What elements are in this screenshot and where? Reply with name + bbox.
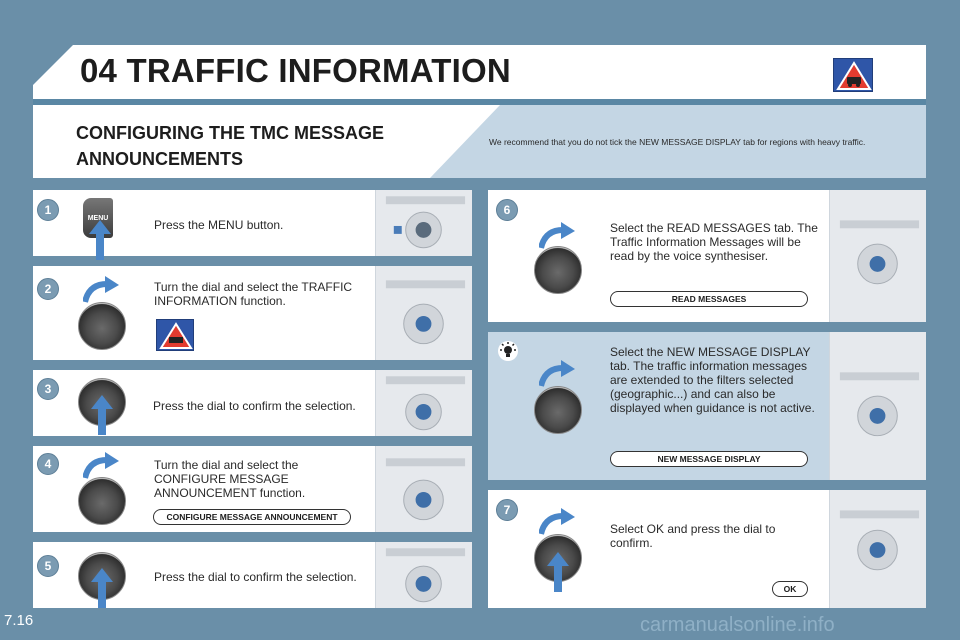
arrow-up-icon [91, 568, 113, 608]
step-1-text: Press the MENU button. [154, 218, 284, 232]
rotate-arrow-icon [83, 276, 119, 304]
control-panel-illustration [375, 266, 472, 360]
step-6-text: Select the READ MESSAGES tab. The Traffic Information Messages will be read by the voice synthesiser. [610, 221, 818, 263]
tip-lightbulb-icon [497, 340, 519, 362]
rotate-arrow-icon [539, 508, 575, 536]
arrow-up-icon [91, 395, 113, 435]
rotate-arrow-icon [83, 452, 119, 480]
option-read-messages: READ MESSAGES [610, 291, 808, 307]
page-number: 7.16 [4, 612, 34, 629]
arrow-up-icon [89, 220, 111, 260]
traffic-info-icon [156, 319, 194, 351]
section-title: CONFIGURING THE TMC MESSAGE ANNOUNCEMENTS [76, 123, 385, 169]
step-4-text: Turn the dial and select the CONFIGURE MESSAGE ANNOUNCEMENT function. [154, 458, 306, 500]
step-number: 1 [37, 199, 59, 221]
step-3-text: Press the dial to confirm the selection. [153, 399, 356, 413]
control-panel-illustration [375, 542, 472, 608]
control-panel-illustration [375, 190, 472, 256]
menu-button: MENU [83, 198, 113, 238]
control-panel-illustration [829, 190, 926, 322]
control-panel-illustration [375, 370, 472, 436]
step-7-text: Select OK and press the dial to confirm. [610, 522, 776, 550]
step-number: 5 [37, 555, 59, 577]
option-configure-message-announcement: CONFIGURE MESSAGE ANNOUNCEMENT [153, 509, 351, 525]
step-5-text: Press the dial to confirm the selection. [154, 570, 357, 584]
step-2-text: Turn the dial and select the TRAFFIC INFORMATION function. [154, 280, 353, 308]
control-panel-illustration [375, 446, 472, 532]
rotary-dial [534, 246, 582, 294]
rotate-arrow-icon [539, 360, 575, 388]
step-number: 7 [496, 499, 518, 521]
step-number: 6 [496, 199, 518, 221]
page-title: 04 TRAFFIC INFORMATION [80, 52, 511, 89]
control-panel-illustration [829, 490, 926, 608]
control-panel-illustration [829, 332, 926, 480]
arrow-up-icon [547, 552, 569, 592]
tip-text: Select the NEW MESSAGE DISPLAY tab. The traffic information messages are extended to the filters selected (geographic...) and can also be displayed when guidance is not active. [610, 345, 815, 415]
recommendation-note: We recommend that you do not tick the NEW MESSAGE DISPLAY tab for regions with heavy traffic. [489, 137, 866, 147]
rotary-dial [78, 302, 126, 350]
rotary-dial [534, 386, 582, 434]
rotary-dial [78, 477, 126, 525]
step-number: 3 [37, 378, 59, 400]
option-ok: OK [772, 581, 808, 597]
step-number: 4 [37, 453, 59, 475]
traffic-info-icon [833, 58, 873, 92]
watermark: carmanualsonline.info [640, 614, 835, 636]
step-number: 2 [37, 278, 59, 300]
option-new-message-display: NEW MESSAGE DISPLAY [610, 451, 808, 467]
